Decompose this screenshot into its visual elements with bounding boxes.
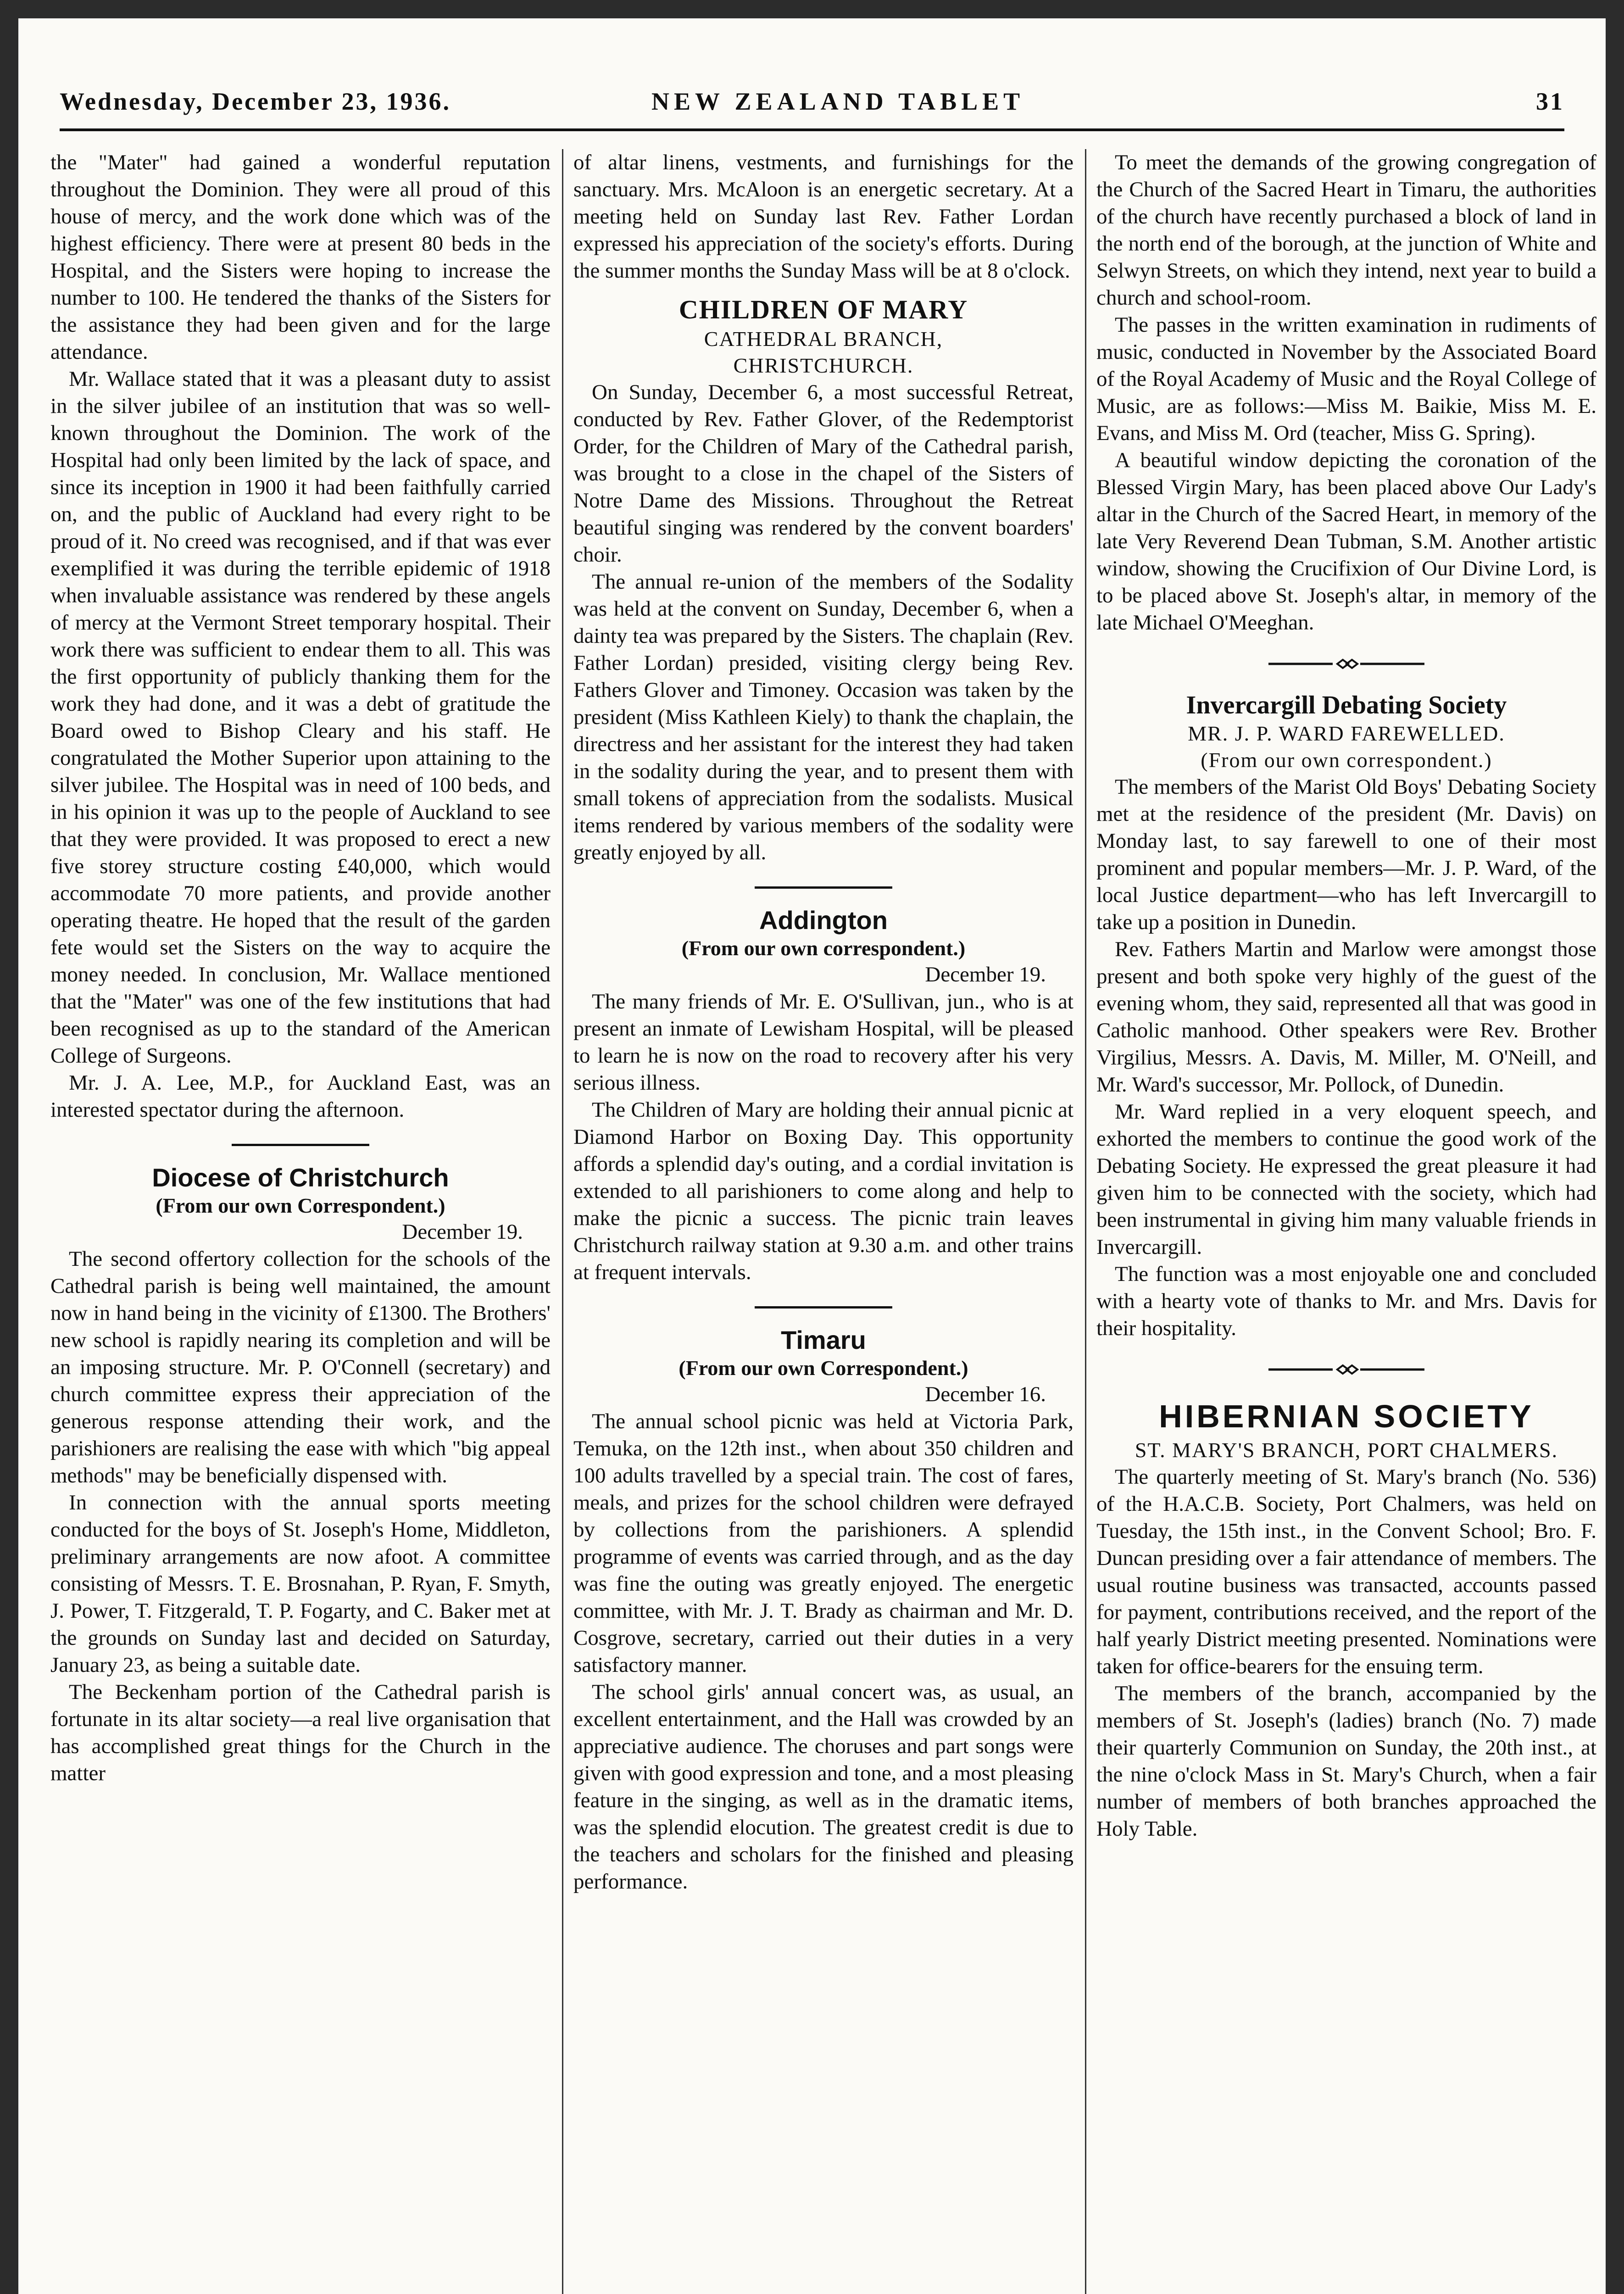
paragraph: In connection with the annual sports meeting conducted for the boys of St. Joseph's Home, Middleton, preliminary arrangements are now afoot. A committee consisting of Messrs. T. E. Brosnahan, P. Ryan, F. Smyth, J. Power, T. Fitzgerald, T. P. Fogarty, and C. Baker met at the grounds on Sunday last and decided on Saturday, January 23, as being a suitable date. (50, 1491, 551, 1677)
section-rule (755, 1306, 892, 1308)
section-rule (232, 1144, 369, 1146)
paragraph: Mr. J. A. Lee, M.P., for Auckland East, was an interested spectator during the afternoon. (50, 1071, 551, 1122)
dateline: December 19. (925, 963, 1046, 986)
paragraph: The annual school picnic was held at Victoria Park, Temuka, on the 12th inst., when about 350 children and 100 adults travelled by a special train. The cost of fares, meals, and prizes for the school children were defrayed by collections from the parishioners. A splendid programme of events was carried through, and as the day was fine the outing was greatly enjoyed. The energetic committee, with Mr. J. T. Brady as chairman and Mr. D. Cosgrove, secretary, carried out their duties in a very satisfactory manner. (573, 1409, 1073, 1677)
masthead (60, 78, 1564, 131)
paragraph: The annual re-union of the members of the Sodality was held at the convent on Sunday, December 6, when a dainty tea was prepared by the Sisters. The chaplain (Rev. Father Lordan) presided, visiting clergy being Rev. Fathers Glover and Timoney. Occasion was taken by the president (Miss Kathleen Kiely) to thank the chaplain, the directress and her assistant for the interest they had taken in the sodality during the year, and to present them with small tokens of appreciation from the sodalists. Musical items rendered by various members of the sodality were greatly enjoyed by all. (573, 570, 1073, 864)
paragraph: A beautiful window depicting the coronation of the Blessed Virgin Mary, has been placed above Our Lady's altar in the Church of the Sacred Heart, in memory of the late Very Reverend Dean Tubman, S.M. Another artistic window, showing the Crucifixion of Our Divine Lord, is to be placed above St. Joseph's altar, in memory of the late Michael O'Meeghan. (1096, 448, 1596, 635)
column-divider (1085, 149, 1086, 2294)
paragraph: of altar linens, vestments, and furnishings for the sanctuary. Mrs. McAloon is an energetic secretary. At a meeting held on Sunday last Rev. Father Lordan expressed his appreciation of the society's efforts. During the summer months the Sunday Mass will be at 8 o'clock. (573, 150, 1073, 283)
section-byline: (From our own correspondent.) (681, 936, 966, 960)
section-subheading: ST. MARY'S BRANCH, PORT CHALMERS. (1135, 1438, 1558, 1462)
newspaper-page (18, 18, 1606, 2294)
paragraph: The Children of Mary are holding their annual picnic at Diamond Harbor on Boxing Day. This opportunity affords a splendid day's outing, and a cordial invitation is extended to all parishioners to come along and help to make the picnic a success. The picnic train leaves Christchurch railway station at 9.30 a.m. and other trains at frequent intervals. (573, 1098, 1073, 1284)
paragraph: On Sunday, December 6, a most successful Retreat, conducted by Rev. Father Glover, of the Redemptorist Order, for the Children of Mary of the Cathedral parish, was brought to a close in the chapel of the Sisters of Notre Dame des Missions. Throughout the Retreat beautiful singing was rendered by the convent boarders' choir. (573, 380, 1073, 567)
paragraph: The members of the branch, accompanied by the members of St. Joseph's (ladies) branch (No. 7) made their quarterly Communion on Sunday, the 20th inst., at the nine o'clock Mass in St. Mary's Church, when a fair number of members of both branches approached the Holy Table. (1096, 1682, 1596, 1841)
paragraph: Mr. Wallace stated that it was a pleasant duty to assist in the silver jubilee of an institution that was so well-known throughout the Dominion. The work of the Hospital had only been limited by the lack of space, and since its inception in 1900 it had been faithfully carried on, and the public of Auckland had every right to be proud of it. No creed was recognised, and if that was ever exemplified it was during the terrible epidemic of 1918 when invaluable assistance was rendered by these angels of mercy at the Vermont Street temporary hospital. Their work there was sufficient to endear them to all. This was the first opportunity of publicly thanking them for the work they had done, and it was a debt of gratitude the Board owed to Bishop Cleary and his staff. He congratulated the Mother Superior upon attaining to the silver jubilee. The Hospital was in need of 100 beds, and in his opinion it was up to the people of Auckland to see that they were provided. It was proposed to erect a new five storey structure costing £40,000, which would accommodate 70 more patients, and provide another operating theatre. He hoped that the result of the garden fete would set the Sisters on the way to acquire the money needed. In conclusion, Mr. Wallace mentioned that the "Mater" was one of the few institutions that had been recognised as up to the standard of the American College of Surgeons. (50, 367, 551, 1068)
section-heading: CHILDREN OF MARY (679, 295, 968, 324)
section-byline: (From our own Correspondent.) (156, 1194, 445, 1217)
section-heading: Timaru (781, 1325, 866, 1354)
section-rule (755, 886, 892, 889)
section-heading: Invercargill Debating Society (1186, 691, 1507, 719)
section-heading: Addington (759, 906, 888, 935)
publication-title: NEW ZEALAND TABLET (651, 88, 1025, 115)
paragraph: The passes in the written examination in rudiments of music, conducted in November by the Associated Board of the Royal Academy of Music and the Royal College of Music, are as follows:—Miss M. Baikie, Miss M. E. Evans, and Miss M. Ord (teacher, Miss G. Spring). (1096, 313, 1596, 445)
column-divider (562, 149, 563, 2294)
paragraph: The members of the Marist Old Boys' Debating Society met at the residence of the president (Mr. Davis) on Monday last, to say farewell to one of their most prominent and popular members—Mr. J. P. Ward, of the local Justice department—who has left Invercargill to take up a position in Dunedin. (1096, 775, 1596, 934)
column-3 (1096, 149, 1596, 2294)
dateline: December 16. (925, 1382, 1046, 1406)
paragraph: The function was a most enjoyable one and concluded with a hearty vote of thanks to Mr. and Mrs. Davis for their hospitality. (1096, 1262, 1596, 1340)
paragraph: The quarterly meeting of St. Mary's branch (No. 536) of the H.A.C.B. Society, Port Chalmers, was held on Tuesday, the 15th inst., in the Convent School; Bro. F. Duncan presiding over a fair attendance of members. The usual routine business was transacted, accounts passed for payment, contributions received, and the report of the half yearly District meeting presented. Nominations were taken for office-bearers for the ensuing term. (1096, 1465, 1596, 1678)
section-subheading: CHRISTCHURCH. (733, 354, 914, 377)
issue-date: Wednesday, December 23, 1936. (60, 88, 451, 115)
section-heading: HIBERNIAN SOCIETY (1159, 1398, 1534, 1434)
paragraph: The school girls' annual concert was, as usual, an excellent entertainment, and the Hall was crowded by an appreciative audience. The choruses and part songs were given with good expression and tone, and a most pleasing feature in the singing, as well as in the dramatic items, was the splendid elocution. The greatest credit is due to the teachers and scholars for the finished and pleasing performance. (573, 1680, 1073, 1893)
paragraph: Rev. Fathers Martin and Marlow were amongst those present and both spoke very highly of the guest of the evening whom, they said, represented all that was good in Catholic manhood. Other speakers were Rev. Brother Virgilius, Messrs. A. Davis, M. Miller, M. O'Neill, and Mr. Ward's successor, Mr. Pollock, of Dunedin. (1096, 937, 1596, 1097)
section-subheading: CATHEDRAL BRANCH, (704, 327, 943, 351)
section-byline: (From our own Correspondent.) (679, 1356, 968, 1380)
paragraph: Mr. Ward replied in a very eloquent speech, and exhorted the members to continue the good work of the Debating Society. He expressed the great pleasure it had given him to be connected with the society, which had been instrumental in giving him many valuable friends in Invercargill. (1096, 1100, 1596, 1259)
paragraph: The Beckenham portion of the Cathedral parish is fortunate in its altar society—a real live organisation that has accomplished great things for the Church in the matter (50, 1680, 551, 1785)
paragraph: The second offertory collection for the schools of the Cathedral parish is being well maintained, the amount now in hand being in the vicinity of £1300. The Brothers' new school is rapidly nearing its completion and will be an imposing structure. Mr. P. O'Connell (secretary) and church committee express their appreciation of the generous response attending their work, and the parishioners are realising the ease with which "big appeal methods" may be beneficially dispensed with. (50, 1247, 551, 1487)
dateline: December 19. (402, 1220, 523, 1244)
section-byline: (From our own correspondent.) (1201, 748, 1492, 772)
section-heading: Diocese of Christchurch (152, 1163, 449, 1192)
paragraph: The many friends of Mr. E. O'Sullivan, jun., who is at present an inmate of Lewisham Hospital, will be pleased to learn he is now on the road to recovery after his very serious illness. (573, 990, 1073, 1095)
paragraph: To meet the demands of the growing congregation of the Church of the Sacred Heart in Timaru, the authorities of the church have recently purchased a block of land in the north end of the borough, at the junction of White and Selwyn Streets, on which they intend, next year to build a church and school-room. (1096, 150, 1596, 310)
column-2 (573, 149, 1073, 2294)
ornament-divider-icon (1096, 649, 1596, 676)
column-1 (50, 149, 551, 2294)
ornament-divider-icon (1096, 1355, 1596, 1382)
section-subheading: MR. J. P. WARD FAREWELLED. (1188, 722, 1505, 745)
page-number: 31 (1536, 88, 1564, 115)
paragraph: the "Mater" had gained a wonderful reputation throughout the Dominion. They were all proud of this house of mercy, and the work done which was of the highest efficiency. There were at present 80 beds in the Hospital, and the Sisters were hoping to increase the number to 100. He tendered the thanks of the Sisters for the assistance they had been given and for the large attendance. (50, 150, 551, 364)
